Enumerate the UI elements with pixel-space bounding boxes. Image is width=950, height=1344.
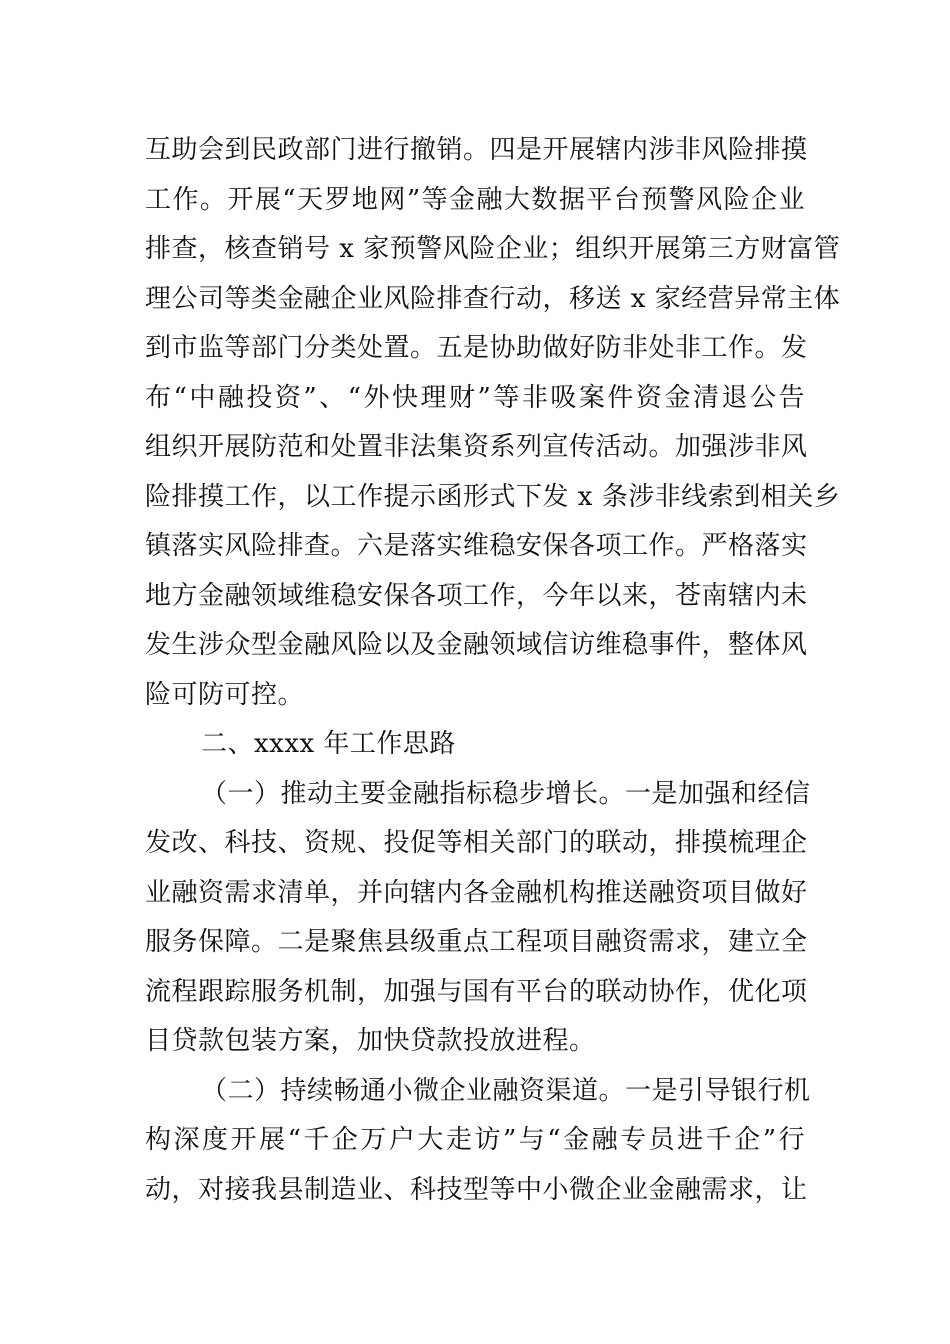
text-line: 地方金融领域维稳安保各项工作，今年以来，苍南辖内未 xyxy=(145,580,808,611)
text-line: 到市监等部门分类处置。五是协助做好防非处非工作。发 xyxy=(145,333,808,363)
text-line: 发生涉众型金融风险以及金融领域信访维稳事件，整体风 xyxy=(145,630,808,660)
text-line: 险可防可控。 xyxy=(145,679,305,710)
text-line: 理公司等类金融企业风险排查行动，移送 x 家经营异常主体 xyxy=(145,283,841,314)
text-line: 布“中融投资”、“外快理财”等非吸案件资金清退公告 xyxy=(145,382,805,413)
text-line: 工作。开展“天罗地网”等金融大数据平台预警风险企业 xyxy=(145,184,805,215)
text-line: 排查，核查销号 x 家预警风险企业；组织开展第三方财富管 xyxy=(145,234,841,264)
paragraph-financial-indicators xyxy=(145,770,811,1067)
text-line: 业融资需求清单，并向辖内各金融机构推送融资项目做好 xyxy=(145,877,808,908)
text-line: 动，对接我县制造业、科技型等中小微企业金融需求，让 xyxy=(145,1174,808,1205)
text-line: 组织开展防范和处置非法集资系列宣传活动。加强涉非风 xyxy=(145,432,808,462)
text-line: 目贷款包装方案，加快贷款投放进程。 xyxy=(145,1026,596,1056)
text-line: 险排摸工作，以工作提示函形式下发 x 条涉非线索到相关乡 xyxy=(145,481,841,512)
text-line: 构深度开展“千企万户大走访”与“金融专员进千企”行 xyxy=(145,1125,805,1155)
paragraph-small-business-financing xyxy=(145,1067,811,1216)
text-line: 流程跟踪服务机制，加强与国有平台的联动协作，优化项 xyxy=(145,976,808,1007)
section-heading-work-ideas xyxy=(145,720,805,770)
text-line: （二）持续畅通小微企业融资渠道。一是引导银行机 xyxy=(201,1075,811,1106)
text-line: 镇落实风险排查。六是落实维稳安保各项工作。严格落实 xyxy=(145,531,808,561)
text-line: 服务保障。二是聚焦县级重点工程项目融资需求，建立全 xyxy=(145,927,808,957)
document-body xyxy=(145,126,841,1215)
section-heading: 二、xxxx 年工作思路 xyxy=(201,729,456,759)
text-line: 互助会到民政部门进行撤销。四是开展辖内涉非风险排摸 xyxy=(145,135,808,165)
text-line: （一）推动主要金融指标稳步增长。一是加强和经信 xyxy=(201,778,811,809)
paragraph-risk-work xyxy=(145,126,841,720)
text-line: 发改、科技、资规、投促等相关部门的联动，排摸梳理企 xyxy=(145,828,808,858)
